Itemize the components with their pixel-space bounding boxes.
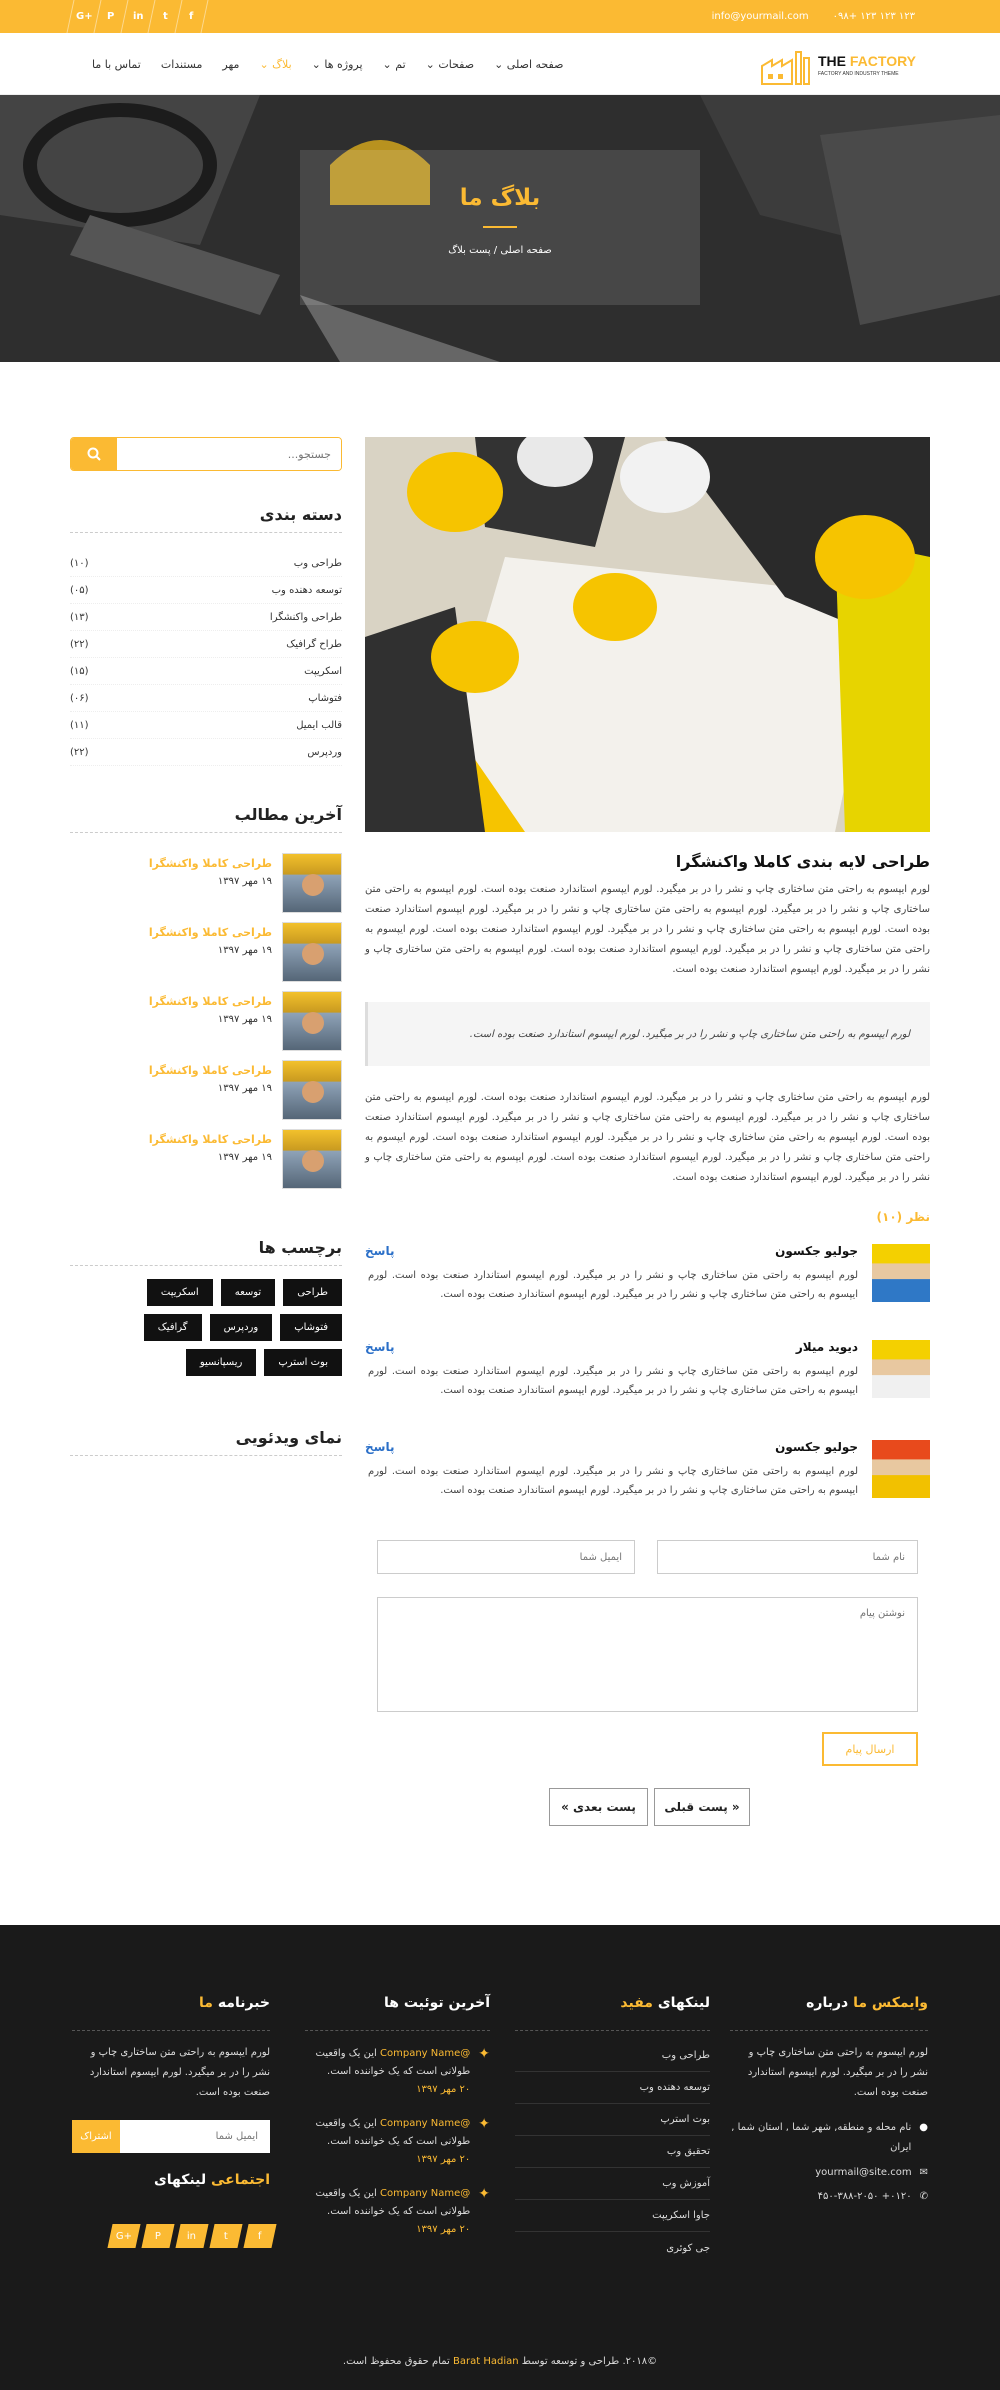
facebook-icon[interactable]: f [243,2224,276,2248]
reply-link[interactable]: پاسخ [365,1340,395,1354]
twitter-icon[interactable]: t [209,2224,242,2248]
logo-tagline: FACTORY AND INDUSTRY THEME [818,71,899,77]
footer-link[interactable]: توسعه دهنده وب [515,2072,710,2104]
recent-post[interactable]: طراحی کاملا واکنشگرا ۱۹ مهر ۱۳۹۷ [70,1129,342,1191]
article-image [365,437,930,832]
footer-link[interactable]: آموزش وب [515,2168,710,2200]
logo-brand-highlight: FACTORY [849,53,917,69]
comment [365,1340,930,1406]
menu-item-docs[interactable]: مستندات [160,57,203,71]
google-plus-icon[interactable]: G+ [107,2224,140,2248]
footer-tweets-title: آخرین توئیت ها [384,1995,490,2011]
menu-item-home[interactable]: صفحه اصلی ⌄ [494,57,564,71]
message-field[interactable] [377,1597,918,1712]
tweet-handle[interactable]: @Company Name [380,2048,471,2059]
tags-divider [70,1265,342,1266]
category-item[interactable]: طراحی وب (۱۰) [70,550,342,577]
search-button[interactable] [71,438,117,470]
tweet: ✦ @Company Name این یک واقعیت طولانی است که یک خواننده است. ۲۰ مهر ۱۳۹۷ [305,2045,490,2099]
category-item[interactable]: وردپرس (۲۲) [70,739,342,766]
twitter-icon: ✦ [478,2186,490,2202]
category-item[interactable]: قالب ایمیل (۱۱) [70,712,342,739]
copyright: ©۲۰۱۸. طراحی و توسعه توسط Barat Hadian تمام حقوق محفوظ است. [342,2356,658,2367]
category-item[interactable]: توسعه دهنده وب (۰۵) [70,577,342,604]
search-icon [87,447,101,461]
tag-item[interactable]: اسکریپت [147,1279,213,1306]
name-field[interactable] [657,1540,918,1574]
footer-divider [305,2030,490,2031]
categories-title: دسته بندی [259,505,342,524]
post-thumbnail [282,1129,342,1189]
video-divider [70,1455,342,1456]
article-paragraph: لورم ایپسوم به راحتی متن ساختاری چاپ و نشر را در بر میگیرد. لورم ایپسوم استاندارد صنعت بوده است. لورم ایپسوم به راحتی متن ساختاری چاپ و نشر را در بر میگیرد. لورم ایپسوم به راحتی متن ساختاری چاپ و نشر را در بر میگیرد. لورم ایپسوم استاندارد صنعت بوده است. لورم ایپسوم به راحتی متن ساختاری چاپ و نشر را در بر میگیرد. لورم ایپسوم استاندارد صنعت بوده است. لورم ایپسوم به راحتی متن ساختاری چاپ و نشر را در بر میگیرد. لورم ایپسوم استاندارد صنعت بوده است. لورم ایپسوم به راحتی متن ساختاری چاپ و نشر را در بر میگیرد. لورم ایپسوم استاندارد صنعت بوده است. [365,1092,930,1183]
comment-author: دیوید میلار [795,1340,858,1354]
tweet-handle[interactable]: @Company Name [380,2118,471,2129]
comment-text: لورم ایپسوم به راحتی متن ساختاری چاپ و نشر را در بر میگیرد. لورم ایپسوم استاندارد صنعت بوده است. لورم ایپسوم به راحتی متن ساختاری چاپ و نشر را در بر میگیرد. لورم ایپسوم استاندارد صنعت بوده است. [368,1270,858,1300]
category-item[interactable]: طراحی واکنشگرا (۱۳) [70,604,342,631]
tweet: ✦ @Company Name این یک واقعیت طولانی است که یک خواننده است. ۲۰ مهر ۱۳۹۷ [305,2185,490,2239]
categories-divider [70,532,342,533]
reply-link[interactable]: پاسخ [365,1440,395,1454]
footer-social-links [110,2224,274,2248]
footer-divider [515,2030,710,2031]
prev-post-button[interactable]: « پست قبلی [654,1788,750,1826]
recent-post[interactable]: طراحی کاملا واکنشگرا ۱۹ مهر ۱۳۹۷ [70,853,342,915]
newsletter-form [72,2120,270,2153]
footer-divider [730,2030,928,2031]
facebook-icon[interactable]: f [174,0,208,33]
menu-item-mehr[interactable]: مهر [222,57,240,71]
linkedin-icon[interactable]: in [120,0,154,33]
footer-about-text: لورم ایپسوم به راحتی متن ساختاری چاپ و نشر را در بر میگیرد. لورم ایپسوم استاندارد صنعت بوده است. [747,2047,928,2098]
category-item[interactable]: طراح گرافیک (۲۲) [70,631,342,658]
footer-links-title: لینکهای مفید [620,1995,710,2011]
footer-email[interactable]: ✉ yourmail@site.com [730,2163,928,2183]
tweet: ✦ @Company Name این یک واقعیت طولانی است که یک خواننده است. ۲۰ مهر ۱۳۹۷ [305,2115,490,2169]
tag-item[interactable]: وردپرس [210,1314,273,1341]
factory-logo-icon [760,44,812,86]
tag-item[interactable]: بوت استرپ [264,1349,342,1376]
main-menu [92,33,563,95]
menu-item-theme[interactable]: تم ⌄ [382,57,406,71]
location-icon: ● [919,2122,928,2133]
google-plus-icon[interactable]: G+ [66,0,100,33]
tag-item[interactable]: توسعه [221,1279,276,1306]
article-paragraph: لورم ایپسوم به راحتی متن ساختاری چاپ و نشر را در بر میگیرد. لورم ایپسوم استاندارد صنعت بوده است. لورم ایپسوم به راحتی متن ساختاری چاپ و نشر را در بر میگیرد. لورم ایپسوم به راحتی متن ساختاری چاپ و نشر را در بر میگیرد. لورم ایپسوم استاندارد صنعت بوده است. لورم ایپسوم به راحتی متن ساختاری چاپ و نشر را در بر میگیرد. لورم ایپسوم استاندارد صنعت بوده است. لورم ایپسوم به راحتی متن ساختاری چاپ و نشر را در بر میگیرد. لورم ایپسوم استاندارد صنعت بوده است. لورم ایپسوم به راحتی متن ساختاری چاپ و نشر را در بر میگیرد. لورم ایپسوم استاندارد صنعت بوده است. [365,884,930,975]
avatar [872,1340,930,1398]
pinterest-icon[interactable]: P [141,2224,174,2248]
email-field[interactable] [377,1540,635,1574]
article-title: طراحی لایه بندی کاملا واکنشگرا [675,852,930,871]
post-thumbnail [282,922,342,982]
recent-post[interactable]: طراحی کاملا واکنشگرا ۱۹ مهر ۱۳۹۷ [70,922,342,984]
avatar [872,1244,930,1302]
post-thumbnail [282,853,342,913]
recent-post[interactable]: طراحی کاملا واکنشگرا ۱۹ مهر ۱۳۹۷ [70,991,342,1053]
subscribe-button[interactable]: اشتراک [72,2120,120,2153]
next-post-button[interactable]: پست بعدی » [549,1788,648,1826]
tag-cloud [130,1279,342,1376]
menu-item-contact[interactable]: تماس با ما [92,57,141,71]
top-contact-info [712,0,915,33]
tags-title: برچسب ها [258,1238,342,1257]
video-title: نمای ویدئویی [235,1428,342,1447]
post-thumbnail [282,1060,342,1120]
footer-newsletter-title: خبرنامه ما [199,1995,270,2011]
send-message-button[interactable]: ارسال پیام [822,1732,918,1766]
twitter-icon: ✦ [478,2046,490,2062]
footer-link[interactable]: طراحی وب [515,2040,710,2072]
comment-author: جولیو جکسون [775,1440,858,1454]
search-input[interactable] [117,438,341,470]
footer-link[interactable]: جاوا اسکریپت [515,2200,710,2232]
footer-social-title: اجتماعی لینکهای [153,2172,270,2188]
footer-link[interactable]: بوت استرپ [515,2104,710,2136]
tag-item[interactable]: طراحی [283,1279,342,1306]
tweet-handle[interactable]: @Company Name [380,2188,471,2199]
envelope-icon: ✉ [919,2167,928,2178]
menu-item-pages[interactable]: صفحات ⌄ [425,57,475,71]
title-divider [483,226,517,228]
menu-item-blog[interactable]: بلاگ ⌄ [259,57,292,71]
recent-posts-title: آخرین مطالب [234,805,342,824]
avatar [872,1440,930,1498]
recent-post[interactable]: طراحی کاملا واکنشگرا ۱۹ مهر ۱۳۹۷ [70,1060,342,1122]
page-title: بلاگ ما [459,185,541,211]
site-logo[interactable] [760,42,930,88]
footer-about-title: وایمکس ما درباره [806,1995,928,2011]
newsletter-email-input[interactable] [120,2120,270,2153]
recent-posts-divider [70,832,342,833]
pinterest-icon[interactable]: P [93,0,127,33]
breadcrumb[interactable]: صفحه اصلی / پست بلاگ [448,245,552,256]
category-item[interactable]: اسکریپت (۱۵) [70,658,342,685]
comments-count: نظر (۱۰) [876,1210,930,1224]
author-link[interactable]: Barat Hadian [453,2356,519,2367]
engineers-photo [365,437,930,832]
footer-address: ● نام محله و منطقه, شهر شما , استان شما , ایران [730,2118,928,2158]
tag-item[interactable]: ریسپانسیو [186,1349,257,1376]
footer-newsletter-text: لورم ایپسوم به راحتی متن ساختاری چاپ و نشر را در بر میگیرد. لورم ایپسوم استاندارد صنعت بوده است. [89,2047,270,2098]
menu-item-projects[interactable]: پروژه ها ⌄ [311,57,363,71]
footer-phone: ✆ ۰۱۲۰+ ۴۵۰-۳۸۸-۲۰۵۰ [730,2187,928,2207]
phone-icon: ✆ [919,2191,928,2202]
article-blockquote: لورم ایپسوم به راحتی متن ساختاری چاپ و نشر را در بر میگیرد. لورم ایپسوم استاندارد صنعت بوده است. [365,1002,930,1066]
post-thumbnail [282,991,342,1051]
footer-link[interactable]: جی کوئری [666,2242,710,2254]
reply-link[interactable]: پاسخ [365,1244,395,1258]
comment [365,1244,930,1310]
comment [365,1440,930,1506]
top-email-link[interactable]: info@yourmail.com [711,11,809,22]
comment-text: لورم ایپسوم به راحتی متن ساختاری چاپ و نشر را در بر میگیرد. لورم ایپسوم استاندارد صنعت بوده است. لورم ایپسوم به راحتی متن ساختاری چاپ و نشر را در بر میگیرد. لورم ایپسوم استاندارد صنعت بوده است. [368,1466,858,1496]
comment-text: لورم ایپسوم به راحتی متن ساختاری چاپ و نشر را در بر میگیرد. لورم ایپسوم استاندارد صنعت بوده است. لورم ایپسوم به راحتی متن ساختاری چاپ و نشر را در بر میگیرد. لورم ایپسوم استاندارد صنعت بوده است. [368,1366,858,1396]
top-social-links [70,0,205,33]
footer-link[interactable]: تحقیق وب [515,2136,710,2168]
comment-author: جولیو جکسون [775,1244,858,1258]
tag-item[interactable]: گرافیک [144,1314,202,1341]
twitter-icon: ✦ [478,2116,490,2132]
category-item[interactable]: فتوشاپ (۰۶) [70,685,342,712]
logo-brand: THE [818,53,846,69]
tag-item[interactable]: فتوشاپ [280,1314,342,1341]
footer-divider [72,2030,270,2031]
linkedin-icon[interactable]: in [175,2224,208,2248]
twitter-icon[interactable]: t [147,0,181,33]
top-phone: ۰۹۸+ ۱۲۳ ۱۲۳ ۱۲۳ [832,11,915,22]
sidebar-search [70,437,342,471]
